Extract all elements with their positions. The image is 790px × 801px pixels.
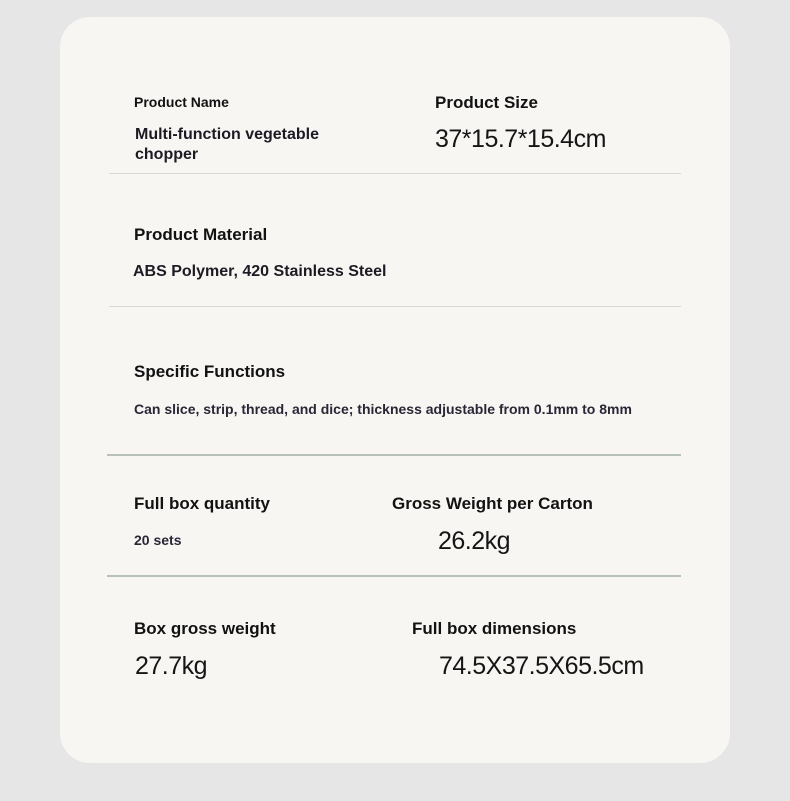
product-name-value-line1: Multi-function vegetable [135,126,319,143]
product-name-value-line2: chopper [135,146,199,163]
divider [109,306,681,307]
box-gross-weight-label: Box gross weight [134,619,276,638]
spec-card [60,17,730,763]
specific-functions-label: Specific Functions [134,362,286,381]
full-box-dimensions-value: 74.5X37.5X65.5cm [439,652,644,680]
divider [107,575,681,577]
full-box-quantity-label: Full box quantity [134,494,270,513]
divider [107,454,681,456]
product-name-label: Product Name [134,94,229,110]
product-material-label: Product Material [134,225,268,244]
gross-weight-per-carton-label: Gross Weight per Carton [392,494,593,513]
full-box-dimensions-label: Full box dimensions [412,619,577,638]
specific-functions-value: Can slice, strip, thread, and dice; thickness adjustable from 0.1mm to 8mm [134,401,632,417]
box-gross-weight-value: 27.7kg [135,652,208,680]
divider [109,173,681,174]
product-size-label: Product Size [435,93,538,112]
product-size-value: 37*15.7*15.4cm [435,125,606,153]
product-material-value: ABS Polymer, 420 Stainless Steel [133,263,387,280]
full-box-quantity-value: 20 sets [134,532,182,548]
gross-weight-per-carton-value: 26.2kg [438,527,511,555]
